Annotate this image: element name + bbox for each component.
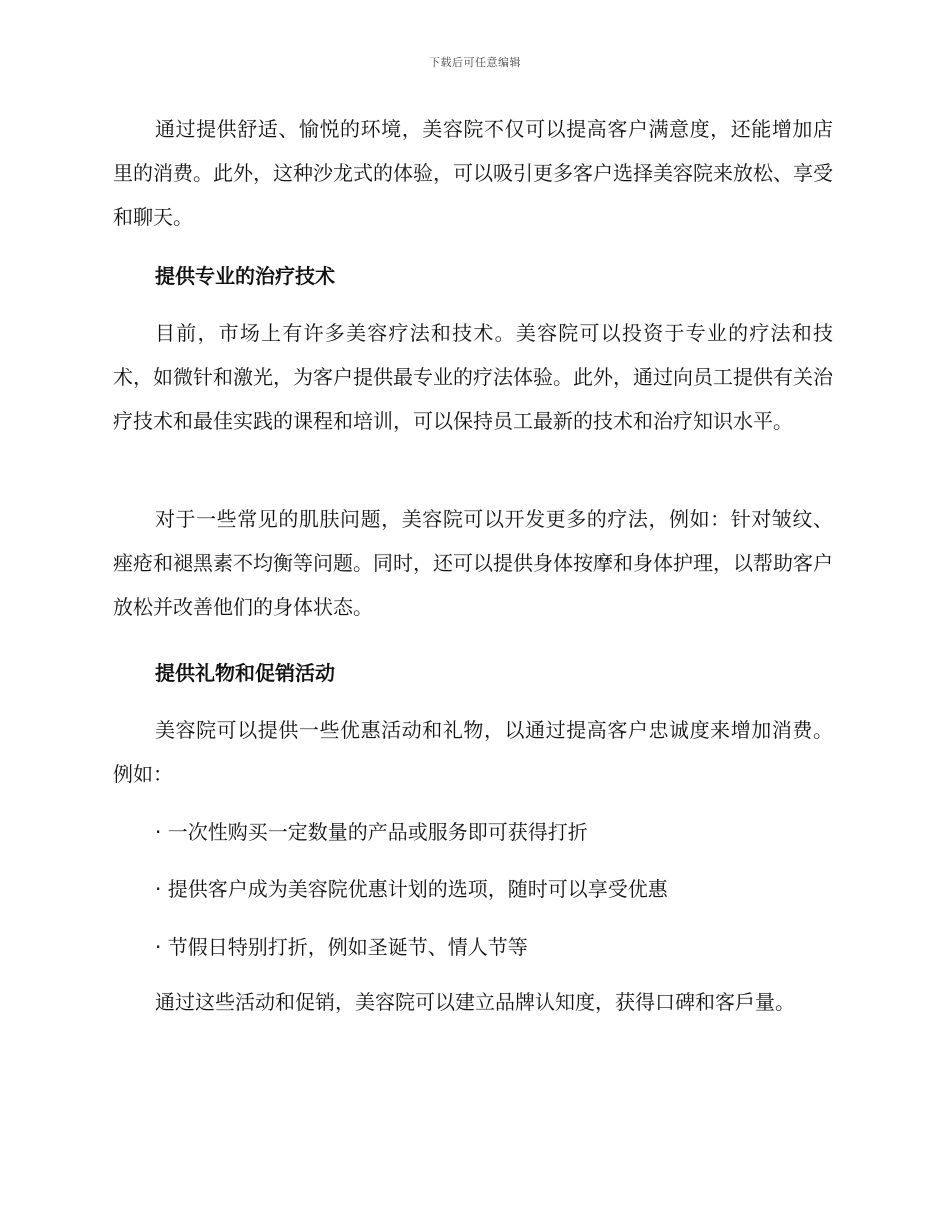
heading-professional-treatment: 提供专业的治疗技术 [155, 264, 335, 288]
paragraph-promotions-intro: 美容院可以提供一些优惠活动和礼物，以通过提高客户忠诚度来增加消费。例如： [113, 718, 833, 786]
paragraph-treatment-technology: 目前，市场上有许多美容疗法和技术。美容院可以投资于专业的疗法和技术，如微针和激光，为客户提供最专业的疗法体验。此外，通过向员工提供有关治疗技术和最佳实践的课程和培训，可以保持员工最新的技术和治疗知识水平。 [113, 321, 833, 433]
paragraph-skin-problems: 对于一些常见的肌肤问题，美容院可以开发更多的疗法，例如：针对皱纹、痤疮和褪黑素不均衡等问题。同时，还可以提供身体按摩和身体护理，以帮助客户放松并改善他们的身体状态。 [113, 507, 833, 619]
list-item-holiday-discount: · 节假日特别打折，例如圣诞节、情人节等 [155, 935, 528, 959]
page-header: 下载后可任意编辑 [429, 56, 521, 69]
list-item-bulk-discount: · 一次性购买一定数量的产品或服务即可获得打折 [155, 820, 588, 844]
list-item-loyalty-program: · 提供客户成为美容院优惠计划的选项，随时可以享受优惠 [155, 877, 668, 901]
paragraph-environment: 通过提供舒适、愉悦的环境，美容院不仅可以提高客户满意度，还能增加店里的消费。此外，这种沙龙式的体验，可以吸引更多客户选择美容院来放松、享受和聊天。 [113, 117, 833, 229]
paragraph-brand-awareness: 通过这些活动和促销，美容院可以建立品牌认知度，获得口碑和客戶量。 [155, 990, 795, 1014]
heading-gifts-promotions: 提供礼物和促销活动 [155, 661, 335, 685]
